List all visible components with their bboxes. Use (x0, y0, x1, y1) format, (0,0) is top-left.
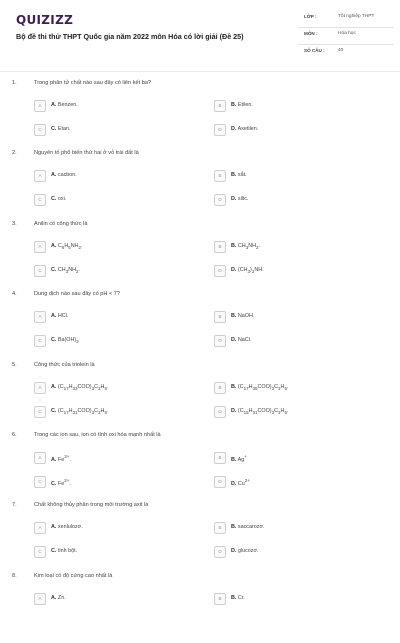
answer-option-b[interactable] (214, 241, 374, 253)
option-letter-box: B (214, 522, 226, 534)
answer-option-c[interactable] (34, 546, 194, 558)
option-letter-box: C (34, 546, 46, 558)
question-number: 2. (12, 150, 17, 157)
question-number: 1. (12, 80, 17, 86)
answer-option-a[interactable] (34, 311, 194, 323)
answer-option-a[interactable] (34, 382, 194, 394)
question-6 (0, 432, 400, 502)
option-text: D. $Cu^{2+}$ (231, 478, 250, 487)
option-text: B. Etilen. (231, 102, 253, 108)
answer-option-b[interactable] (214, 170, 374, 182)
option-text: A. cacbon. (51, 172, 77, 179)
question-4 (0, 291, 400, 361)
option-text: D. Axetilen. (231, 126, 259, 132)
answer-option-c[interactable] (34, 406, 194, 418)
option-text: B. Ag+ (231, 454, 247, 463)
option-letter-box: C (34, 406, 46, 418)
question-5 (0, 362, 400, 432)
option-text: B. sắt. (231, 172, 247, 179)
option-text: C. $Ba(OH)_2$ (51, 337, 79, 345)
option-letter-box: C (34, 194, 46, 206)
option-letter-box: D (214, 265, 226, 277)
option-letter-box: D (214, 406, 226, 418)
question-7 (0, 502, 400, 572)
option-text: B. $(C_{17}H_{35}COO)_3C_3H_5$. (231, 383, 289, 391)
option-text: D. glucozơ. (231, 548, 259, 555)
option-letter-box: A (34, 100, 46, 112)
option-letter-box: D (214, 335, 226, 347)
option-text: B. NaOH. (231, 313, 255, 320)
answer-option-d[interactable] (214, 194, 374, 206)
meta-count-label: SỐ CÂU : (304, 48, 325, 53)
option-text: B. saccarozơ. (231, 524, 265, 531)
option-letter-box: A (34, 311, 46, 323)
answer-option-d[interactable] (214, 406, 374, 418)
question-stem: Công thức của triolein là (34, 361, 95, 368)
option-text: C. oxi. (51, 196, 67, 203)
meta-count-row (298, 44, 394, 61)
question-stem: Nguyên tố phổ biến thứ hai ở vỏ trái đất là (34, 150, 139, 157)
option-text: A. HCl. (51, 313, 69, 320)
answer-option-a[interactable] (34, 593, 194, 605)
option-letter-box: B (214, 593, 226, 605)
answer-option-b[interactable] (214, 311, 374, 323)
option-text: C. $Fe^{2+}$. (51, 478, 71, 487)
question-stem: Trong các ion sau, ion có tính oxi hóa mạnh nhất là (34, 432, 161, 438)
answer-option-d[interactable] (214, 265, 374, 277)
question-number: 3. (12, 220, 17, 227)
option-letter-box: C (34, 335, 46, 347)
option-text: A. $C_6H_5NH_2$. (51, 242, 83, 250)
option-letter-box: D (214, 546, 226, 558)
option-letter-box: A (34, 241, 46, 253)
meta-class-value: Tốt nghiệp THPT (338, 14, 375, 19)
option-text: D. NaCl. (231, 337, 252, 344)
worksheet-meta (298, 10, 394, 62)
option-text: B. Cr. (231, 594, 245, 601)
question-stem: Kim loại có độ cứng cao nhất là (34, 572, 113, 579)
option-text: A. $(C_{17}H_{33}COO)_3C_3H_5$. (51, 383, 109, 391)
option-text: A. $Fe^{3+}$. (51, 454, 71, 463)
option-text: D. $(CH_3)_2NH$. (231, 266, 264, 274)
question-stem: Trong phân tử chất nào sau đây có liên kết ba? (34, 80, 152, 86)
option-text: C. $CH_3NH_2$. (51, 266, 81, 274)
question-3 (0, 221, 400, 291)
answer-option-d[interactable] (214, 546, 374, 558)
meta-count-value: 40 (338, 48, 344, 53)
option-letter-box: B (214, 241, 226, 253)
meta-subject-row (298, 27, 394, 44)
meta-subject-label: MÔN : (304, 31, 318, 36)
option-text: C. Etan. (51, 126, 71, 132)
option-letter-box: A (34, 170, 46, 182)
answer-option-b[interactable] (214, 593, 374, 605)
option-letter-box: B (214, 170, 226, 182)
quizizz-logo: QUIZIZZ (16, 13, 74, 27)
answer-option-a[interactable] (34, 170, 194, 182)
answer-option-c[interactable] (34, 476, 194, 488)
option-letter-box: A (34, 593, 46, 605)
answer-option-c[interactable] (34, 124, 194, 136)
option-text: C. $(C_{17}H_{31}COO)_3C_3H_5$. (51, 407, 109, 415)
option-letter-box: A (34, 382, 46, 394)
answer-option-b[interactable] (214, 522, 374, 534)
question-number: 6. (12, 432, 17, 438)
meta-class-row (298, 10, 394, 27)
answer-option-c[interactable] (34, 265, 194, 277)
option-letter-box: D (214, 194, 226, 206)
answer-option-a[interactable] (34, 100, 194, 112)
question-number: 4. (12, 291, 17, 298)
option-letter-box: C (34, 124, 46, 136)
header-divider (0, 71, 400, 72)
option-text: D. silic. (231, 196, 249, 203)
question-1 (0, 80, 400, 150)
option-letter-box: C (34, 265, 46, 277)
option-text: A. Benzen. (51, 102, 78, 108)
answer-option-b[interactable] (214, 100, 374, 112)
answer-option-a[interactable] (34, 241, 194, 253)
meta-class-label: LỚP : (304, 14, 317, 19)
option-letter-box: A (34, 522, 46, 534)
answer-option-d[interactable] (214, 124, 374, 136)
option-letter-box: A (34, 452, 46, 464)
option-letter-box: C (34, 476, 46, 488)
question-number: 5. (12, 361, 17, 368)
answer-option-a[interactable] (34, 522, 194, 534)
answer-option-d[interactable] (214, 335, 374, 347)
worksheet-title: Bộ đề thi thử THPT Quốc gia năm 2022 môn Hóa có lời giải (Đề 25) (16, 32, 244, 41)
question-stem: Dung dịch nào sau đây có pH < 7? (34, 291, 120, 298)
question-stem: Chất không thủy phân trong môi trường axit là (34, 502, 149, 509)
option-letter-box: B (214, 100, 226, 112)
option-text: A. xenlulozơ. (51, 524, 83, 531)
answer-option-c[interactable] (34, 194, 194, 206)
answer-option-c[interactable] (34, 335, 194, 347)
answer-option-a[interactable] (34, 452, 194, 464)
option-text: A. Zn. (51, 594, 66, 601)
question-stem: Anilin có công thức là (34, 220, 88, 227)
worksheet-header (0, 0, 400, 70)
option-letter-box: B (214, 382, 226, 394)
option-letter-box: B (214, 452, 226, 464)
option-text: D. $(C_{15}H_{31}COO)_3C_3H_5$. (231, 407, 289, 415)
meta-subject-value: Hóa học (338, 31, 356, 36)
question-number: 7. (12, 502, 17, 509)
question-number: 8. (12, 572, 17, 579)
option-letter-box: D (214, 124, 226, 136)
answer-option-b[interactable] (214, 452, 374, 464)
answer-option-b[interactable] (214, 382, 374, 394)
question-8 (0, 573, 400, 643)
option-letter-box: B (214, 311, 226, 323)
option-text: C. tinh bột. (51, 548, 78, 555)
answer-option-d[interactable] (214, 476, 374, 488)
option-letter-box: D (214, 476, 226, 488)
option-text: B. $CH_3NH_2$. (231, 242, 261, 250)
question-2 (0, 150, 400, 220)
